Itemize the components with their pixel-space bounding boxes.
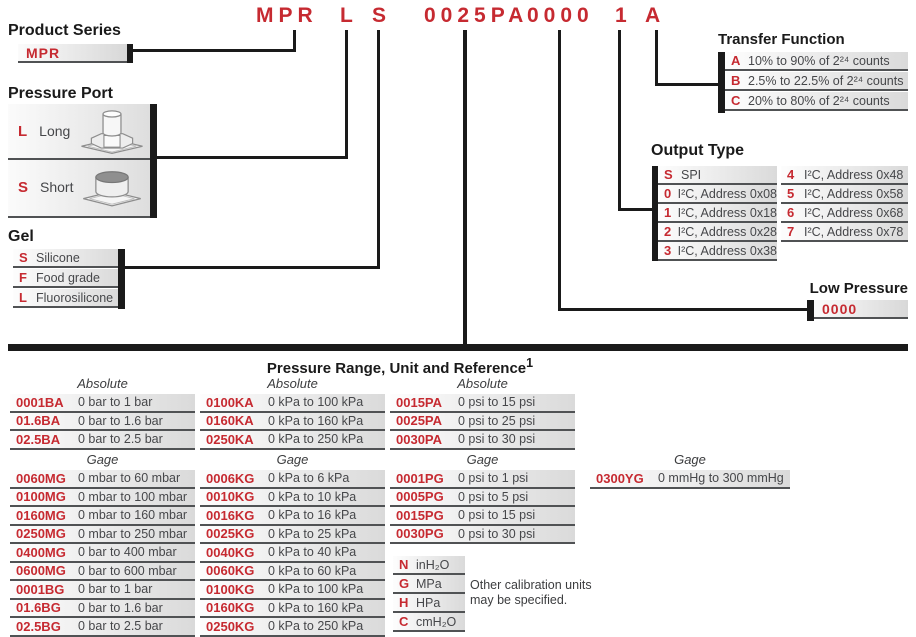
range-row bbox=[10, 526, 195, 545]
range-row bbox=[10, 544, 195, 563]
output-label: I²C, Address 0x58 bbox=[804, 186, 904, 201]
connector-port-v bbox=[345, 30, 348, 159]
low-pressure-heading: Low Pressure bbox=[809, 280, 908, 297]
range-row bbox=[10, 600, 195, 619]
range-row bbox=[200, 507, 385, 526]
range-code: 0040KG bbox=[206, 544, 255, 560]
part-number-segment-transfer: A bbox=[645, 4, 666, 27]
range-label: 0 bar to 1.6 bar bbox=[78, 413, 163, 428]
pressure-port-option-short bbox=[8, 160, 150, 214]
gel-code: L bbox=[19, 290, 27, 305]
output-option-6 bbox=[781, 204, 908, 223]
pressure-port-long-code: L bbox=[18, 122, 28, 140]
unit-label: HPa bbox=[416, 595, 441, 610]
part-number-segment-series: MPR bbox=[256, 4, 318, 27]
range-label: 0 bar to 1 bar bbox=[78, 395, 153, 410]
range-row bbox=[10, 563, 195, 582]
range-label: 0 psi to 15 psi bbox=[458, 395, 536, 410]
output-label: I²C, Address 0x68 bbox=[804, 205, 904, 220]
range-row bbox=[590, 470, 790, 489]
range-label: 0 mmHg to 300 mmHg bbox=[658, 471, 784, 486]
output-option-1 bbox=[658, 204, 777, 223]
product-series-endcap bbox=[127, 44, 133, 63]
output-label: I²C, Address 0x48 bbox=[804, 167, 904, 182]
absolute-table-bar bbox=[10, 394, 195, 450]
part-number-segment-range: 0025PA bbox=[424, 4, 529, 27]
transfer-function-endcap bbox=[718, 52, 725, 113]
range-row bbox=[200, 618, 385, 637]
transfer-label: 2.5% to 22.5% of 2²⁴ counts bbox=[748, 73, 904, 88]
range-label: 0 kPa to 250 kPa bbox=[268, 619, 364, 634]
gage-header-col1: Gage bbox=[86, 452, 119, 467]
output-label: I²C, Address 0x08 bbox=[677, 186, 777, 201]
unit-label: MPa bbox=[416, 576, 442, 591]
range-code: 0160KG bbox=[206, 600, 255, 616]
connector-lowpressure-h bbox=[558, 308, 808, 311]
range-code: 0001BG bbox=[16, 581, 65, 597]
transfer-label: 10% to 90% of 2²⁴ counts bbox=[748, 53, 890, 68]
output-label: I²C, Address 0x18 bbox=[677, 205, 777, 220]
range-code: 0030PG bbox=[396, 526, 444, 542]
gel-option-foodgrade bbox=[13, 269, 118, 288]
gel-table bbox=[13, 249, 118, 309]
part-number-segment-port: L bbox=[340, 4, 358, 27]
range-label: 0 psi to 1 psi bbox=[458, 471, 529, 486]
range-label: 0 bar to 400 mbar bbox=[78, 545, 177, 560]
part-number-segment-lowpressure: 0000 bbox=[527, 4, 594, 27]
gage-table-kpa bbox=[200, 470, 385, 637]
range-row bbox=[200, 431, 385, 450]
transfer-label: 20% to 80% of 2²⁴ counts bbox=[748, 93, 890, 108]
range-label: 0 psi to 30 psi bbox=[458, 432, 536, 447]
absolute-table-psi bbox=[390, 394, 575, 450]
gel-option-silicone bbox=[13, 249, 118, 268]
output-option-3 bbox=[658, 242, 777, 261]
range-label: 0 psi to 30 psi bbox=[458, 526, 536, 541]
low-pressure-code: 0000 bbox=[822, 300, 858, 317]
output-option-0 bbox=[658, 185, 777, 204]
range-label: 0 bar to 1 bar bbox=[78, 582, 153, 597]
absolute-header-col1: Absolute bbox=[77, 376, 128, 391]
pressure-range-title-text: Pressure Range, Unit and Reference bbox=[266, 360, 527, 377]
output-type-heading: Output Type bbox=[651, 142, 745, 159]
output-label: I²C, Address 0x38 bbox=[677, 243, 777, 258]
pressure-port-heading: Pressure Port bbox=[8, 85, 113, 102]
gel-code: F bbox=[19, 270, 27, 285]
gage-table-psi bbox=[390, 470, 575, 544]
range-code: 0250KG bbox=[206, 618, 255, 634]
range-code: 0100MG bbox=[16, 489, 66, 505]
part-number-segment-gel: S bbox=[372, 4, 392, 27]
pressure-port-short-label: Short bbox=[40, 179, 74, 195]
range-label: 0 kPa to 250 kPa bbox=[268, 432, 364, 447]
range-label: 0 psi to 5 psi bbox=[458, 489, 529, 504]
output-code: 7 bbox=[787, 224, 795, 239]
range-code: 0160MG bbox=[16, 507, 66, 523]
range-code: 0005PG bbox=[396, 489, 444, 505]
range-label: 0 kPa to 100 kPa bbox=[268, 395, 364, 410]
gel-heading: Gel bbox=[8, 228, 34, 245]
unit-code: G bbox=[399, 576, 410, 591]
range-row bbox=[10, 489, 195, 508]
output-option-2 bbox=[658, 223, 777, 242]
gage-header-col3: Gage bbox=[466, 452, 499, 467]
range-label: 0 kPa to 6 kPa bbox=[268, 471, 350, 486]
connector-range-v bbox=[463, 30, 467, 345]
range-label: 0 bar to 1.6 bar bbox=[78, 600, 163, 615]
transfer-code: C bbox=[731, 93, 741, 108]
output-label: I²C, Address 0x78 bbox=[804, 224, 904, 239]
units-note: Other calibration units may be specified. bbox=[470, 578, 592, 607]
range-code: 0001BA bbox=[16, 394, 64, 410]
transfer-option-c bbox=[725, 92, 908, 111]
connector-series-h bbox=[131, 49, 296, 52]
range-code: 0160KA bbox=[206, 413, 254, 429]
range-code: 0300YG bbox=[596, 470, 644, 486]
short-port-image bbox=[76, 161, 148, 213]
absolute-header-col2: Absolute bbox=[267, 376, 318, 391]
output-code: 2 bbox=[664, 224, 672, 239]
range-code: 0006KG bbox=[206, 470, 255, 486]
transfer-option-a bbox=[725, 52, 908, 71]
gage-table-mmhg bbox=[590, 470, 790, 489]
gage-header-col2: Gage bbox=[276, 452, 309, 467]
output-label: I²C, Address 0x28 bbox=[677, 224, 777, 239]
range-label: 0 kPa to 40 kPa bbox=[268, 545, 357, 560]
output-code: 1 bbox=[664, 205, 672, 220]
range-label: 0 mbar to 60 mbar bbox=[78, 471, 181, 486]
range-label: 0 kPa to 60 kPa bbox=[268, 563, 357, 578]
range-row bbox=[200, 470, 385, 489]
low-pressure-box bbox=[814, 300, 908, 319]
range-label: 0 kPa to 160 kPa bbox=[268, 600, 364, 615]
range-code: 02.5BG bbox=[16, 618, 61, 634]
pressure-port-short-code: S bbox=[18, 178, 29, 196]
pressure-range-footnote-marker: 1 bbox=[526, 356, 534, 370]
section-divider-bar bbox=[8, 344, 908, 351]
range-code: 0025PA bbox=[396, 413, 443, 429]
output-option-4 bbox=[781, 166, 908, 185]
range-row bbox=[10, 413, 195, 432]
range-row bbox=[10, 394, 195, 413]
output-type-table-left bbox=[658, 166, 777, 261]
product-series-code: MPR bbox=[26, 44, 61, 61]
range-row bbox=[200, 544, 385, 563]
output-code: 0 bbox=[664, 186, 672, 201]
gel-code: S bbox=[19, 250, 28, 265]
range-row bbox=[390, 526, 575, 545]
range-row bbox=[10, 470, 195, 489]
part-number-segment-output: 1 bbox=[615, 4, 632, 27]
output-type-table-right bbox=[781, 166, 908, 242]
pressure-port-endcap bbox=[150, 104, 157, 218]
range-label: 0 kPa to 10 kPa bbox=[268, 489, 357, 504]
product-series-heading: Product Series bbox=[8, 22, 121, 39]
connector-gel-v bbox=[377, 30, 380, 269]
output-code: S bbox=[664, 167, 673, 182]
output-option-5 bbox=[781, 185, 908, 204]
range-row bbox=[200, 581, 385, 600]
range-label: 0 kPa to 16 kPa bbox=[268, 508, 357, 523]
transfer-code: A bbox=[731, 53, 741, 68]
gel-option-fluorosilicone bbox=[13, 289, 118, 308]
range-row bbox=[10, 581, 195, 600]
unit-row-c bbox=[393, 613, 465, 632]
unit-row-h bbox=[393, 594, 465, 613]
unit-code: C bbox=[399, 614, 409, 629]
range-label: 0 bar to 2.5 bar bbox=[78, 619, 163, 634]
range-code: 0001PG bbox=[396, 470, 444, 486]
unit-row-n bbox=[393, 556, 465, 575]
gel-label: Silicone bbox=[36, 250, 80, 265]
unit-label: cmH₂O bbox=[416, 614, 457, 629]
output-code: 6 bbox=[787, 205, 795, 220]
range-code: 0100KA bbox=[206, 394, 254, 410]
pressure-range-title bbox=[0, 356, 800, 377]
connector-output-v bbox=[618, 30, 621, 211]
range-label: 0 bar to 600 mbar bbox=[78, 563, 177, 578]
range-code: 01.6BA bbox=[16, 413, 61, 429]
range-code: 02.5BA bbox=[16, 431, 61, 447]
range-code: 0015PG bbox=[396, 507, 444, 523]
pressure-port-box bbox=[8, 104, 150, 218]
range-code: 0250MG bbox=[16, 526, 66, 542]
output-option-7 bbox=[781, 223, 908, 242]
range-label: 0 mbar to 100 mbar bbox=[78, 489, 188, 504]
transfer-code: B bbox=[731, 73, 741, 88]
output-option-s bbox=[658, 166, 777, 185]
range-code: 0400MG bbox=[16, 544, 66, 560]
output-code: 5 bbox=[787, 186, 795, 201]
long-port-image bbox=[76, 105, 148, 157]
gel-label: Food grade bbox=[36, 270, 100, 285]
output-code: 3 bbox=[664, 243, 672, 258]
gel-label: Fluorosilicone bbox=[36, 290, 114, 305]
range-row bbox=[200, 526, 385, 545]
range-row bbox=[390, 431, 575, 450]
unit-code: H bbox=[399, 595, 409, 610]
range-row bbox=[390, 413, 575, 432]
unit-row-g bbox=[393, 575, 465, 594]
range-label: 0 kPa to 160 kPa bbox=[268, 413, 364, 428]
gage-header-col4: Gage bbox=[674, 452, 706, 467]
range-row bbox=[390, 489, 575, 508]
range-row bbox=[390, 507, 575, 526]
range-code: 0600MG bbox=[16, 563, 66, 579]
range-row bbox=[200, 600, 385, 619]
range-code: 0030PA bbox=[396, 431, 443, 447]
range-code: 0016KG bbox=[206, 507, 255, 523]
range-label: 0 bar to 2.5 bar bbox=[78, 432, 163, 447]
range-row bbox=[390, 394, 575, 413]
range-code: 0025KG bbox=[206, 526, 255, 542]
transfer-function-table bbox=[725, 52, 908, 112]
range-code: 0060KG bbox=[206, 563, 255, 579]
connector-port-h bbox=[155, 156, 348, 159]
unit-label: inH₂O bbox=[416, 557, 450, 572]
connector-gel-h bbox=[124, 266, 380, 269]
range-code: 0100KG bbox=[206, 581, 255, 597]
range-code: 0250KA bbox=[206, 431, 254, 447]
gage-table-mbar bbox=[10, 470, 195, 637]
connector-transfer-v bbox=[655, 30, 658, 86]
connector-transfer-h bbox=[655, 83, 719, 86]
range-code: 0015PA bbox=[396, 394, 443, 410]
range-row bbox=[10, 507, 195, 526]
range-row bbox=[10, 618, 195, 637]
connector-lowpressure-v bbox=[558, 30, 561, 311]
range-code: 0060MG bbox=[16, 470, 66, 486]
range-code: 01.6BG bbox=[16, 600, 61, 616]
range-label: 0 kPa to 25 kPa bbox=[268, 526, 357, 541]
range-row bbox=[390, 470, 575, 489]
pressure-port-long-label: Long bbox=[39, 123, 71, 139]
units-table bbox=[393, 556, 465, 632]
range-label: 0 mbar to 250 mbar bbox=[78, 526, 188, 541]
range-label: 0 psi to 15 psi bbox=[458, 508, 536, 523]
output-label: SPI bbox=[681, 167, 702, 182]
range-label: 0 kPa to 100 kPa bbox=[268, 582, 364, 597]
range-row bbox=[200, 563, 385, 582]
range-label: 0 psi to 25 psi bbox=[458, 413, 536, 428]
range-label: 0 mbar to 160 mbar bbox=[78, 508, 188, 523]
range-row bbox=[10, 431, 195, 450]
connector-output-h bbox=[618, 208, 654, 211]
pressure-port-option-long bbox=[8, 104, 150, 160]
product-series-box bbox=[18, 44, 127, 63]
low-pressure-endcap bbox=[807, 300, 814, 321]
transfer-function-heading: Transfer Function bbox=[718, 31, 845, 48]
absolute-header-col3: Absolute bbox=[457, 376, 508, 391]
range-row bbox=[200, 413, 385, 432]
absolute-table-kpa bbox=[200, 394, 385, 450]
gel-endcap bbox=[118, 249, 125, 309]
range-code: 0010KG bbox=[206, 489, 255, 505]
range-row bbox=[200, 394, 385, 413]
range-row bbox=[200, 489, 385, 508]
transfer-option-b bbox=[725, 72, 908, 91]
unit-code: N bbox=[399, 557, 409, 572]
output-code: 4 bbox=[787, 167, 795, 182]
